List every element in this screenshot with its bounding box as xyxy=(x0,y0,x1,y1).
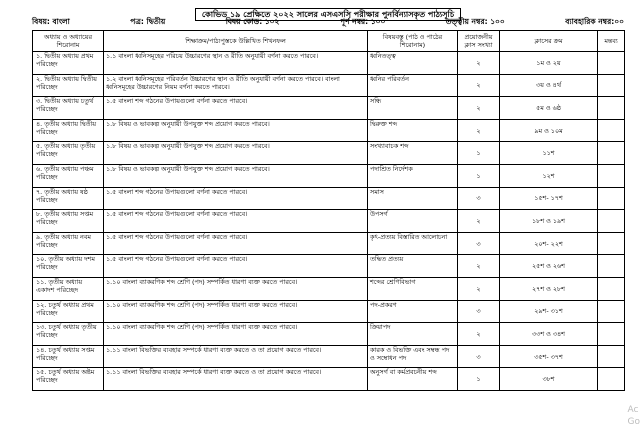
learning-outcome-cell: ১.২ বাংলা ধ্বনিসমূহের পরিবর্তন উচ্চারণের স্থান ও রীতি অনুযায়ী বর্ণনা করতে পারবে। বাংলা ধ্বনিসমূহের উচ্চারণের নিয়ম বর্ণনা করতে পারবে। xyxy=(104,74,368,97)
chapter-cell: ৩. দ্বিতীয় অধ্যায় চতুর্থ পরিচ্ছেদ xyxy=(33,97,104,120)
column-header-class-count: প্রয়োজনীয় ক্লাস সংখ্যা xyxy=(458,31,500,52)
watermark-text xyxy=(628,404,640,428)
table-body xyxy=(33,52,625,391)
learning-outcome-cell: ১.৫ বাংলা শব্দ গঠনের উপায়গুলো বর্ণনা করতে পারবে। xyxy=(104,97,368,120)
class-order-cell: ১২শ xyxy=(500,164,598,187)
class-order-cell: ৫ম ও ৬ষ্ঠ xyxy=(500,97,598,120)
learning-outcome-cell: ১.৮ বিষয় ও ভাবকল্প অনুযায়ী উপযুক্ত শব্দ প্রয়োগ করতে পারবে। xyxy=(104,142,368,165)
chapter-cell: ১. দ্বিতীয় অধ্যায় প্রথম পরিচ্ছেদ xyxy=(33,52,104,75)
table-row xyxy=(33,119,625,142)
learning-outcome-cell: ১.১১ বাংলা বিভক্তির ব্যবহার সম্পর্কে ধারণা ব্যক্ত করতে ও তা প্রয়োগ করতে পারবে। xyxy=(104,345,368,368)
column-header-chapter: অধ্যায় ও অধ্যায়ের শিরোনাম xyxy=(33,31,104,52)
class-order-cell: ১৮শ ও ১৯শ xyxy=(500,210,598,233)
remarks-cell xyxy=(598,210,625,233)
column-header-remarks: মন্তব্য xyxy=(598,31,625,52)
class-order-cell: ১ম ও ২য় xyxy=(500,52,598,75)
syllabus-table xyxy=(32,30,625,391)
content-cell: কারক ও বিভক্তি এবং সম্বন্ধ পদ ও সম্বোধন পদ xyxy=(368,345,458,368)
class-count-cell: ৩ xyxy=(458,300,500,323)
class-order-cell: ৩৫শ- ৩৭শ xyxy=(500,345,598,368)
class-order-cell: ২০শ- ২২শ xyxy=(500,232,598,255)
learning-outcome-cell: ১.১০ বাংলা ব্যাকরণিক শব্দ শ্রেণি (পদ) সম্পর্কিত ধারণা ব্যক্ত করতে পারবে। xyxy=(104,323,368,346)
remarks-cell xyxy=(598,142,625,165)
chapter-cell: ৪. তৃতীয় অধ্যায় দ্বিতীয় পরিচ্ছেদ xyxy=(33,119,104,142)
class-count-cell: ১ xyxy=(458,368,500,391)
table-row xyxy=(33,164,625,187)
content-cell: পদ-প্রকরণ xyxy=(368,300,458,323)
remarks-cell xyxy=(598,119,625,142)
chapter-cell: ৫. তৃতীয় অধ্যায় তৃতীয় পরিচ্ছেদ xyxy=(33,142,104,165)
remarks-cell xyxy=(598,74,625,97)
chapter-cell: ১৪. চতুর্থ অধ্যায় সপ্তম পরিচ্ছেদ xyxy=(33,345,104,368)
column-header-content: বিষয়বস্তু (পাঠ ও পাঠের শিরোনাম) xyxy=(368,31,458,52)
table-row xyxy=(33,323,625,346)
learning-outcome-cell: ১.৫ বাংলা শব্দ গঠনের উপায়গুলো বর্ণনা করতে পারবে। xyxy=(104,232,368,255)
class-count-cell: ২ xyxy=(458,210,500,233)
subject-label: বিষয়: বাংলা xyxy=(32,17,70,26)
table-row xyxy=(33,345,625,368)
watermark-line: Go xyxy=(627,417,640,427)
column-header-learning-outcome: শিক্ষাক্রম/পাঠ্যপুস্তকে উল্লিখিত শিখনফল xyxy=(104,31,368,52)
chapter-cell: ৮. তৃতীয় অধ্যায় সপ্তম পরিচ্ছেদ xyxy=(33,210,104,233)
content-cell: সংখ্যাবাচক শব্দ xyxy=(368,142,458,165)
class-order-cell: ২৫শ ও ২৬শ xyxy=(500,255,598,278)
learning-outcome-cell: ১.৫ বাংলা শব্দ গঠনের উপায়গুলো বর্ণনা করতে পারবে। xyxy=(104,255,368,278)
table-row xyxy=(33,277,625,300)
remarks-cell xyxy=(598,345,625,368)
class-order-cell: ১১শ xyxy=(500,142,598,165)
content-cell: ক্রিয়াপদ xyxy=(368,323,458,346)
remarks-cell xyxy=(598,232,625,255)
table-row xyxy=(33,142,625,165)
remarks-cell xyxy=(598,277,625,300)
theory-marks-label: তত্ত্বীয় নম্বর: ১০০ xyxy=(445,17,505,26)
remarks-cell xyxy=(598,323,625,346)
class-order-cell: ৩য় ও ৪র্থ xyxy=(500,74,598,97)
table-row xyxy=(33,97,625,120)
content-cell: তদ্ধিত প্রত্যয় xyxy=(368,255,458,278)
chapter-cell: ১৫. চতুর্থ অধ্যায় অষ্টম পরিচ্ছেদ xyxy=(33,368,104,391)
content-cell: অনুসর্গ বা কর্মপ্রবচনীয় শব্দ xyxy=(368,368,458,391)
title-wrap xyxy=(32,2,624,19)
table-row xyxy=(33,74,625,97)
class-order-cell: ২৭শ ও ২৮শ xyxy=(500,277,598,300)
learning-outcome-cell: ১.৫ বাংলা শব্দ গঠনের উপায়গুলো বর্ণনা করতে পারবে। xyxy=(104,187,368,210)
table-row xyxy=(33,255,625,278)
class-count-cell: ২ xyxy=(458,52,500,75)
class-order-cell: ১৫শ- ১৭শ xyxy=(500,187,598,210)
class-count-cell: ২ xyxy=(458,323,500,346)
remarks-cell xyxy=(598,368,625,391)
table-row xyxy=(33,232,625,255)
paper-label: পত্র: দ্বিতীয় xyxy=(130,17,166,26)
full-marks-label: পূর্ণ নম্বর: ১০০ xyxy=(339,17,386,26)
learning-outcome-cell: ১.১ বাংলা ধ্বনিসমূহের পরিচয় উচ্চারণের স্থান ও রীতি অনুযায়ী বর্ণনা করতে পারবে। xyxy=(104,52,368,75)
remarks-cell xyxy=(598,97,625,120)
table-row xyxy=(33,210,625,233)
content-cell: পদাশ্রিত নির্দেশক xyxy=(368,164,458,187)
table-header-row xyxy=(33,31,625,52)
learning-outcome-cell: ১.৮ বিষয় ও ভাবকল্প অনুযায়ী উপযুক্ত শব্দ প্রয়োগ করতে পারবে। xyxy=(104,164,368,187)
chapter-cell: ১১. তৃতীয় অধ্যায় একাদশ পরিচ্ছেদ xyxy=(33,277,104,300)
remarks-cell xyxy=(598,300,625,323)
syllabus-page xyxy=(32,2,624,391)
content-cell: শব্দের শ্রেণিবিভাগ xyxy=(368,277,458,300)
class-count-cell: ২ xyxy=(458,74,500,97)
remarks-cell xyxy=(598,164,625,187)
learning-outcome-cell: ১.৮ বিষয় ও ভাবকল্প অনুযায়ী উপযুক্ত শব্দ প্রয়োগ করতে পারবে। xyxy=(104,119,368,142)
class-count-cell: ১ xyxy=(458,142,500,165)
watermark-line: Ac xyxy=(627,405,639,415)
learning-outcome-cell: ১.১০ বাংলা ব্যাকরণিক শব্দ শ্রেণি (পদ) সম্পর্কিত ধারণা ব্যক্ত করতে পারবে। xyxy=(104,277,368,300)
remarks-cell xyxy=(598,255,625,278)
chapter-cell: ৯. তৃতীয় অধ্যায় নবম পরিচ্ছেদ xyxy=(33,232,104,255)
class-count-cell: ১ xyxy=(458,164,500,187)
table-row xyxy=(33,300,625,323)
chapter-cell: ৬. তৃতীয় অধ্যায় পঞ্চম পরিচ্ছেদ xyxy=(33,164,104,187)
content-cell: দ্বিরুক্ত শব্দ xyxy=(368,119,458,142)
learning-outcome-cell: ১.১০ বাংলা ব্যাকরণিক শব্দ শ্রেণি (পদ) সম্পর্কিত ধারণা ব্যক্ত করতে পারবে। xyxy=(104,300,368,323)
document-title: কোভিড ১৯ প্রেক্ষিতে ২০২২ সালের এসএসসি পরীক্ষার পুনর্বিন্যাসকৃত পাঠ্যসূচি xyxy=(195,8,461,21)
content-cell: সমাস xyxy=(368,187,458,210)
practical-marks-label: ব্যাবহারিক নম্বর:০০ xyxy=(565,17,624,26)
chapter-cell: ১০. তৃতীয় অধ্যায় দশম পরিচ্ছেদ xyxy=(33,255,104,278)
table-row xyxy=(33,368,625,391)
class-order-cell: ৩৩শ ও ৩৪শ xyxy=(500,323,598,346)
chapter-cell: ৭. তৃতীয় অধ্যায় ষষ্ঠ পরিচ্ছেদ xyxy=(33,187,104,210)
content-cell: ধ্বনির পরিবর্তন xyxy=(368,74,458,97)
remarks-cell xyxy=(598,187,625,210)
chapter-cell: ১৩. চতুর্থ অধ্যায় তৃতীয় পরিচ্ছেদ xyxy=(33,323,104,346)
class-count-cell: ৩ xyxy=(458,232,500,255)
class-count-cell: ২ xyxy=(458,119,500,142)
class-count-cell: ৩ xyxy=(458,345,500,368)
class-order-cell: ৩৮শ xyxy=(500,368,598,391)
table-row xyxy=(33,52,625,75)
class-count-cell: ২ xyxy=(458,97,500,120)
chapter-cell: ১২. চতুর্থ অধ্যায় প্রথম পরিচ্ছেদ xyxy=(33,300,104,323)
class-order-cell: ৯ম ও ১০ম xyxy=(500,119,598,142)
subject-code-label: বিষয় কোড: ১০২ xyxy=(225,17,280,26)
chapter-cell: ২. দ্বিতীয় অধ্যায় দ্বিতীয় পরিচ্ছেদ xyxy=(33,74,104,97)
content-cell: কৃৎ-প্রত্যয় বিস্তারিত আলোচনা xyxy=(368,232,458,255)
learning-outcome-cell: ১.৫ বাংলা শব্দ গঠনের উপায়গুলো বর্ণনা করতে পারবে। xyxy=(104,210,368,233)
class-count-cell: ২ xyxy=(458,277,500,300)
column-header-class-order: ক্লাসের ক্রম xyxy=(500,31,598,52)
content-cell: সন্ধি xyxy=(368,97,458,120)
class-count-cell: ২ xyxy=(458,255,500,278)
learning-outcome-cell: ১.১১ বাংলা বিভক্তির ব্যবহার সম্পর্কে ধারণা ব্যক্ত করতে ও তা প্রয়োগ করতে পারবে। xyxy=(104,368,368,391)
class-count-cell: ৩ xyxy=(458,187,500,210)
table-row xyxy=(33,187,625,210)
content-cell: ধ্বনিতত্ত্ব xyxy=(368,52,458,75)
class-order-cell: ২৯শ- ৩১শ xyxy=(500,300,598,323)
remarks-cell xyxy=(598,52,625,75)
content-cell: উপসর্গ xyxy=(368,210,458,233)
